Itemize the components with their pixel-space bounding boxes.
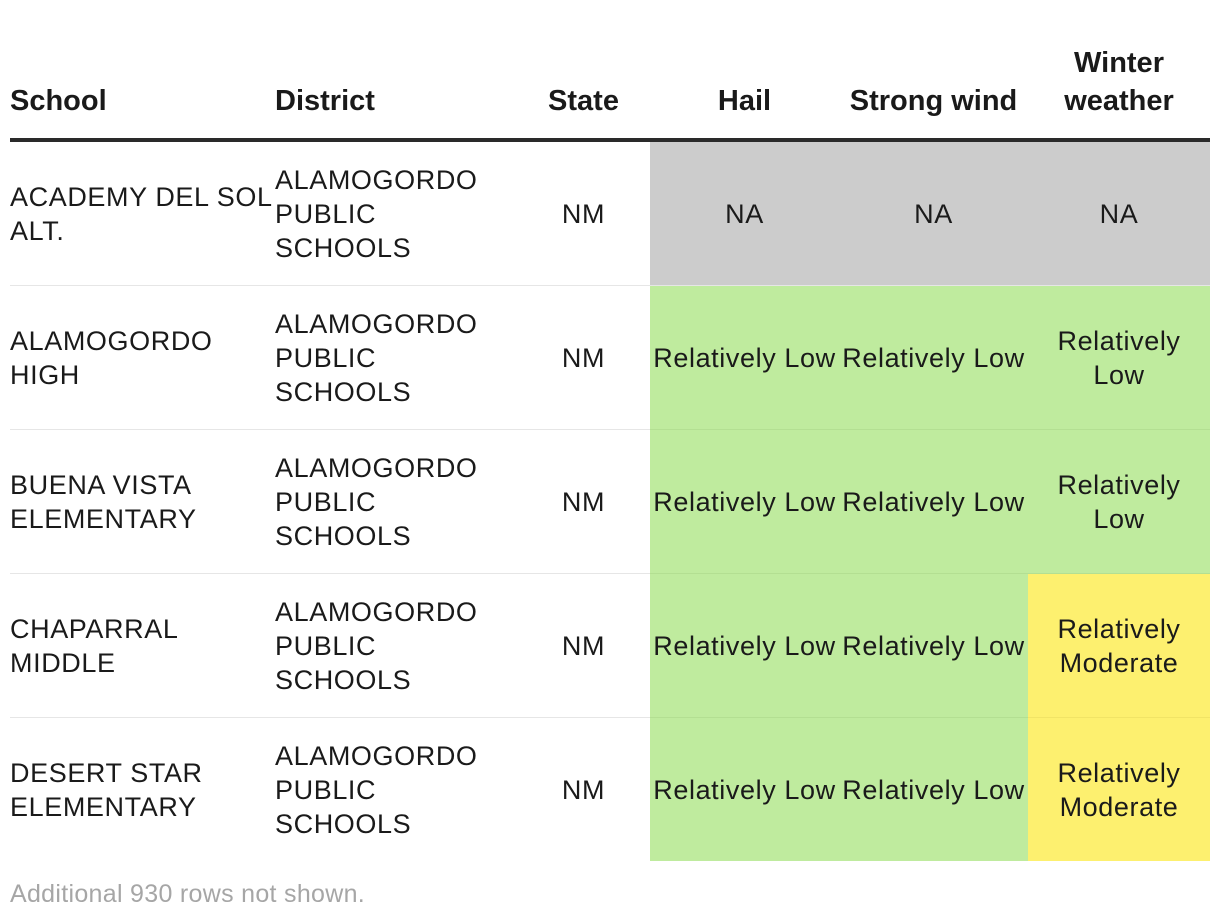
risk-table-container <box>10 44 1210 861</box>
header-school[interactable]: School <box>10 44 275 140</box>
header-district[interactable]: District <box>275 44 517 140</box>
cell-strong-wind: Relatively Low <box>839 718 1028 862</box>
header-row <box>10 44 1210 140</box>
cell-winter-weather: Relatively Moderate <box>1028 718 1210 862</box>
cell-strong-wind: NA <box>839 140 1028 286</box>
cell-district: ALAMOGORDO PUBLIC SCHOOLS <box>275 574 517 718</box>
cell-winter-weather: NA <box>1028 140 1210 286</box>
cell-school: ACADEMY DEL SOL ALT. <box>10 140 275 286</box>
cell-strong-wind: Relatively Low <box>839 286 1028 430</box>
risk-table <box>10 44 1210 861</box>
cell-state: NM <box>517 574 650 718</box>
cell-winter-weather: Relatively Moderate <box>1028 574 1210 718</box>
cell-school: ALAMOGORDO HIGH <box>10 286 275 430</box>
cell-hail: Relatively Low <box>650 718 839 862</box>
table-body <box>10 140 1210 861</box>
cell-district: ALAMOGORDO PUBLIC SCHOOLS <box>275 430 517 574</box>
header-winter-weather[interactable]: Winter weather <box>1028 44 1210 140</box>
cell-state: NM <box>561 774 606 805</box>
cell-district: ALAMOGORDO PUBLIC SCHOOLS <box>275 286 517 430</box>
cell-winter-weather: Relatively Low <box>1028 430 1210 574</box>
cell-school: BUENA VISTA ELEMENTARY <box>10 430 275 574</box>
cell-school: CHAPARRAL MIDDLE <box>10 574 275 718</box>
cell-district: ALAMOGORDO PUBLIC SCHOOLS <box>275 740 478 839</box>
header-state[interactable]: State <box>517 44 650 140</box>
cell-hail: NA <box>650 140 839 286</box>
header-strong-wind[interactable]: Strong wind <box>839 44 1028 140</box>
table-row <box>10 140 1210 286</box>
table-header <box>10 44 1210 140</box>
table-row <box>10 430 1210 574</box>
table-row <box>10 574 1210 718</box>
cell-state: NM <box>517 140 650 286</box>
footnote-rows-not-shown: Additional 930 rows not shown. <box>10 880 366 908</box>
cell-hail: Relatively Low <box>650 574 839 718</box>
cell-state: NM <box>517 286 650 430</box>
header-hail[interactable]: Hail <box>650 44 839 140</box>
cell-school: DESERT STAR ELEMENTARY <box>10 757 203 822</box>
cell-strong-wind: Relatively Low <box>839 430 1028 574</box>
cell-hail: Relatively Low <box>650 286 839 430</box>
cell-strong-wind: Relatively Low <box>839 574 1028 718</box>
cell-district: ALAMOGORDO PUBLIC SCHOOLS <box>275 140 517 286</box>
table-row <box>10 286 1210 430</box>
cell-hail: Relatively Low <box>650 430 839 574</box>
cell-state: NM <box>517 430 650 574</box>
cell-winter-weather: Relatively Low <box>1028 286 1210 430</box>
table-row <box>10 718 1210 862</box>
